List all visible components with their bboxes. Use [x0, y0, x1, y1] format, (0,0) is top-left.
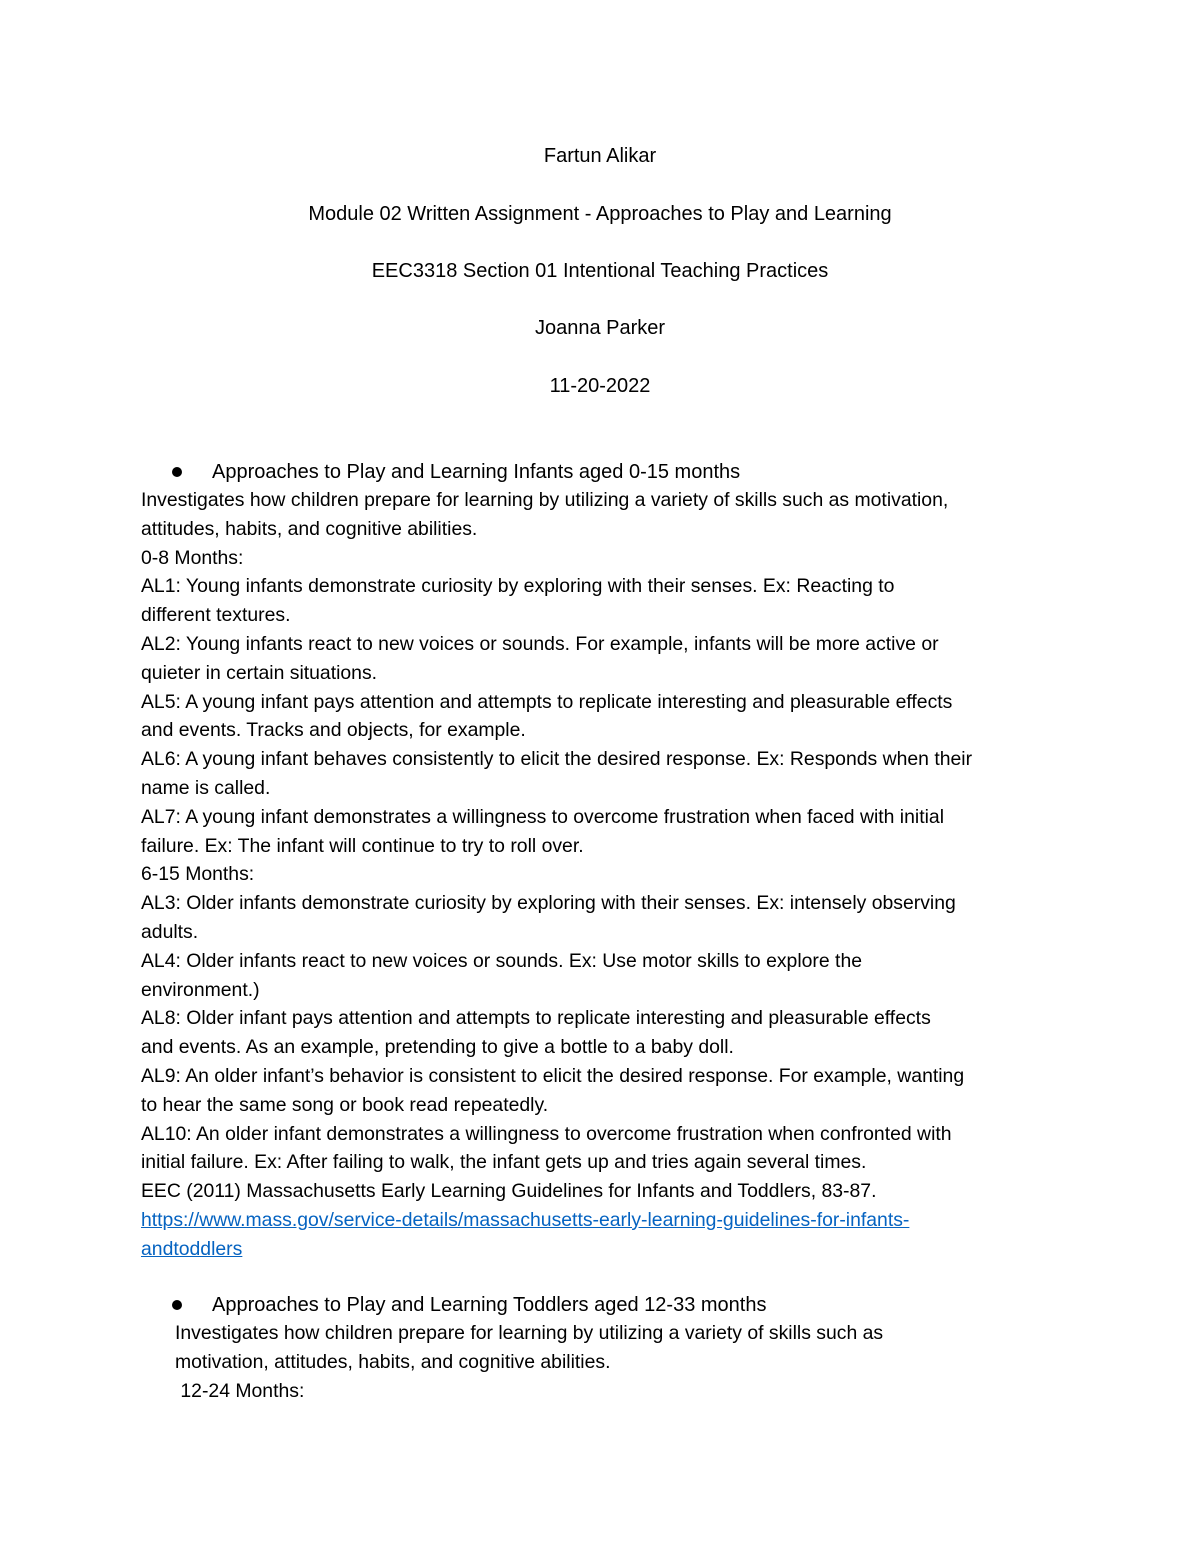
section-heading-text: Approaches to Play and Learning Toddlers aged 12-33 months: [212, 1294, 767, 1316]
body-line: attitudes, habits, and cognitive abilities.: [141, 517, 478, 540]
body-line: 12-24 Months:: [175, 1379, 305, 1402]
body-line: AL8: Older infant pays attention and attempts to replicate interesting and pleasurable effects: [141, 1007, 931, 1030]
assignment-title: Module 02 Written Assignment - Approaches to Play and Learning: [308, 203, 892, 225]
submission-date: 11-20-2022: [549, 375, 651, 397]
section-body-toddlers: [175, 1319, 883, 1405]
reference-link-continued[interactable]: andtoddlers: [141, 1237, 243, 1260]
body-line: AL5: A young infant pays attention and attempts to replicate interesting and pleasurable effects: [141, 690, 953, 713]
body-line: Investigates how children prepare for learning by utilizing a variety of skills such as motivation,: [141, 489, 949, 511]
body-line: adults.: [141, 920, 199, 943]
body-line: quieter in certain situations.: [141, 661, 378, 684]
section-body-infants: [141, 486, 972, 1264]
bullet-icon: [172, 467, 182, 477]
body-line: environment.): [141, 978, 260, 1001]
reference-link[interactable]: https://www.mass.gov/service-details/massachusetts-early-learning-guidelines-for-infants-: [141, 1208, 910, 1231]
body-line: and events. Tracks and objects, for example.: [141, 719, 526, 742]
body-line: AL7: A young infant demonstrates a willingness to overcome frustration when faced with initial: [141, 805, 944, 828]
body-line: AL2: Young infants react to new voices or sounds. For example, infants will be more active or: [141, 632, 939, 655]
bullet-icon: [172, 1300, 182, 1310]
body-line: AL4: Older infants react to new voices or sounds. Ex: Use motor skills to explore the: [141, 949, 863, 972]
course-name: EEC3318 Section 01 Intentional Teaching Practices: [371, 260, 829, 282]
body-line: and events. As an example, pretending to give a bottle to a baby doll.: [141, 1036, 734, 1059]
citation-line: EEC (2011) Massachusetts Early Learning Guidelines for Infants and Toddlers, 83-87.: [141, 1180, 877, 1203]
body-line: Investigates how children prepare for learning by utilizing a variety of skills such as: [175, 1322, 884, 1344]
body-line: AL10: An older infant demonstrates a willingness to overcome frustration when confronted with: [141, 1122, 952, 1145]
section-heading-text: Approaches to Play and Learning Infants aged 0-15 months: [212, 461, 741, 483]
body-line: different textures.: [141, 604, 291, 627]
body-line: name is called.: [141, 776, 271, 799]
body-line: AL9: An older infant’s behavior is consistent to elicit the desired response. For example, wanting: [141, 1064, 965, 1087]
body-line: 6-15 Months:: [141, 863, 255, 886]
instructor-name: Joanna Parker: [534, 317, 666, 339]
body-line: AL6: A young infant behaves consistently to elicit the desired response. Ex: Responds when their: [141, 748, 973, 771]
body-line: motivation, attitudes, habits, and cognitive abilities.: [175, 1350, 611, 1373]
author-name: Fartun Alikar: [543, 145, 657, 167]
body-line: failure. Ex: The infant will continue to try to roll over.: [141, 834, 584, 857]
body-line: AL3: Older infants demonstrate curiosity by exploring with their senses. Ex: intensely observing: [141, 892, 956, 915]
body-line: to hear the same song or book read repeatedly.: [141, 1093, 549, 1116]
body-line: initial failure. Ex: After failing to walk, the infant gets up and tries again several times.: [141, 1151, 867, 1174]
body-line: 0-8 Months:: [141, 546, 244, 569]
body-line: AL1: Young infants demonstrate curiosity by exploring with their senses. Ex: Reacting to: [141, 575, 895, 598]
